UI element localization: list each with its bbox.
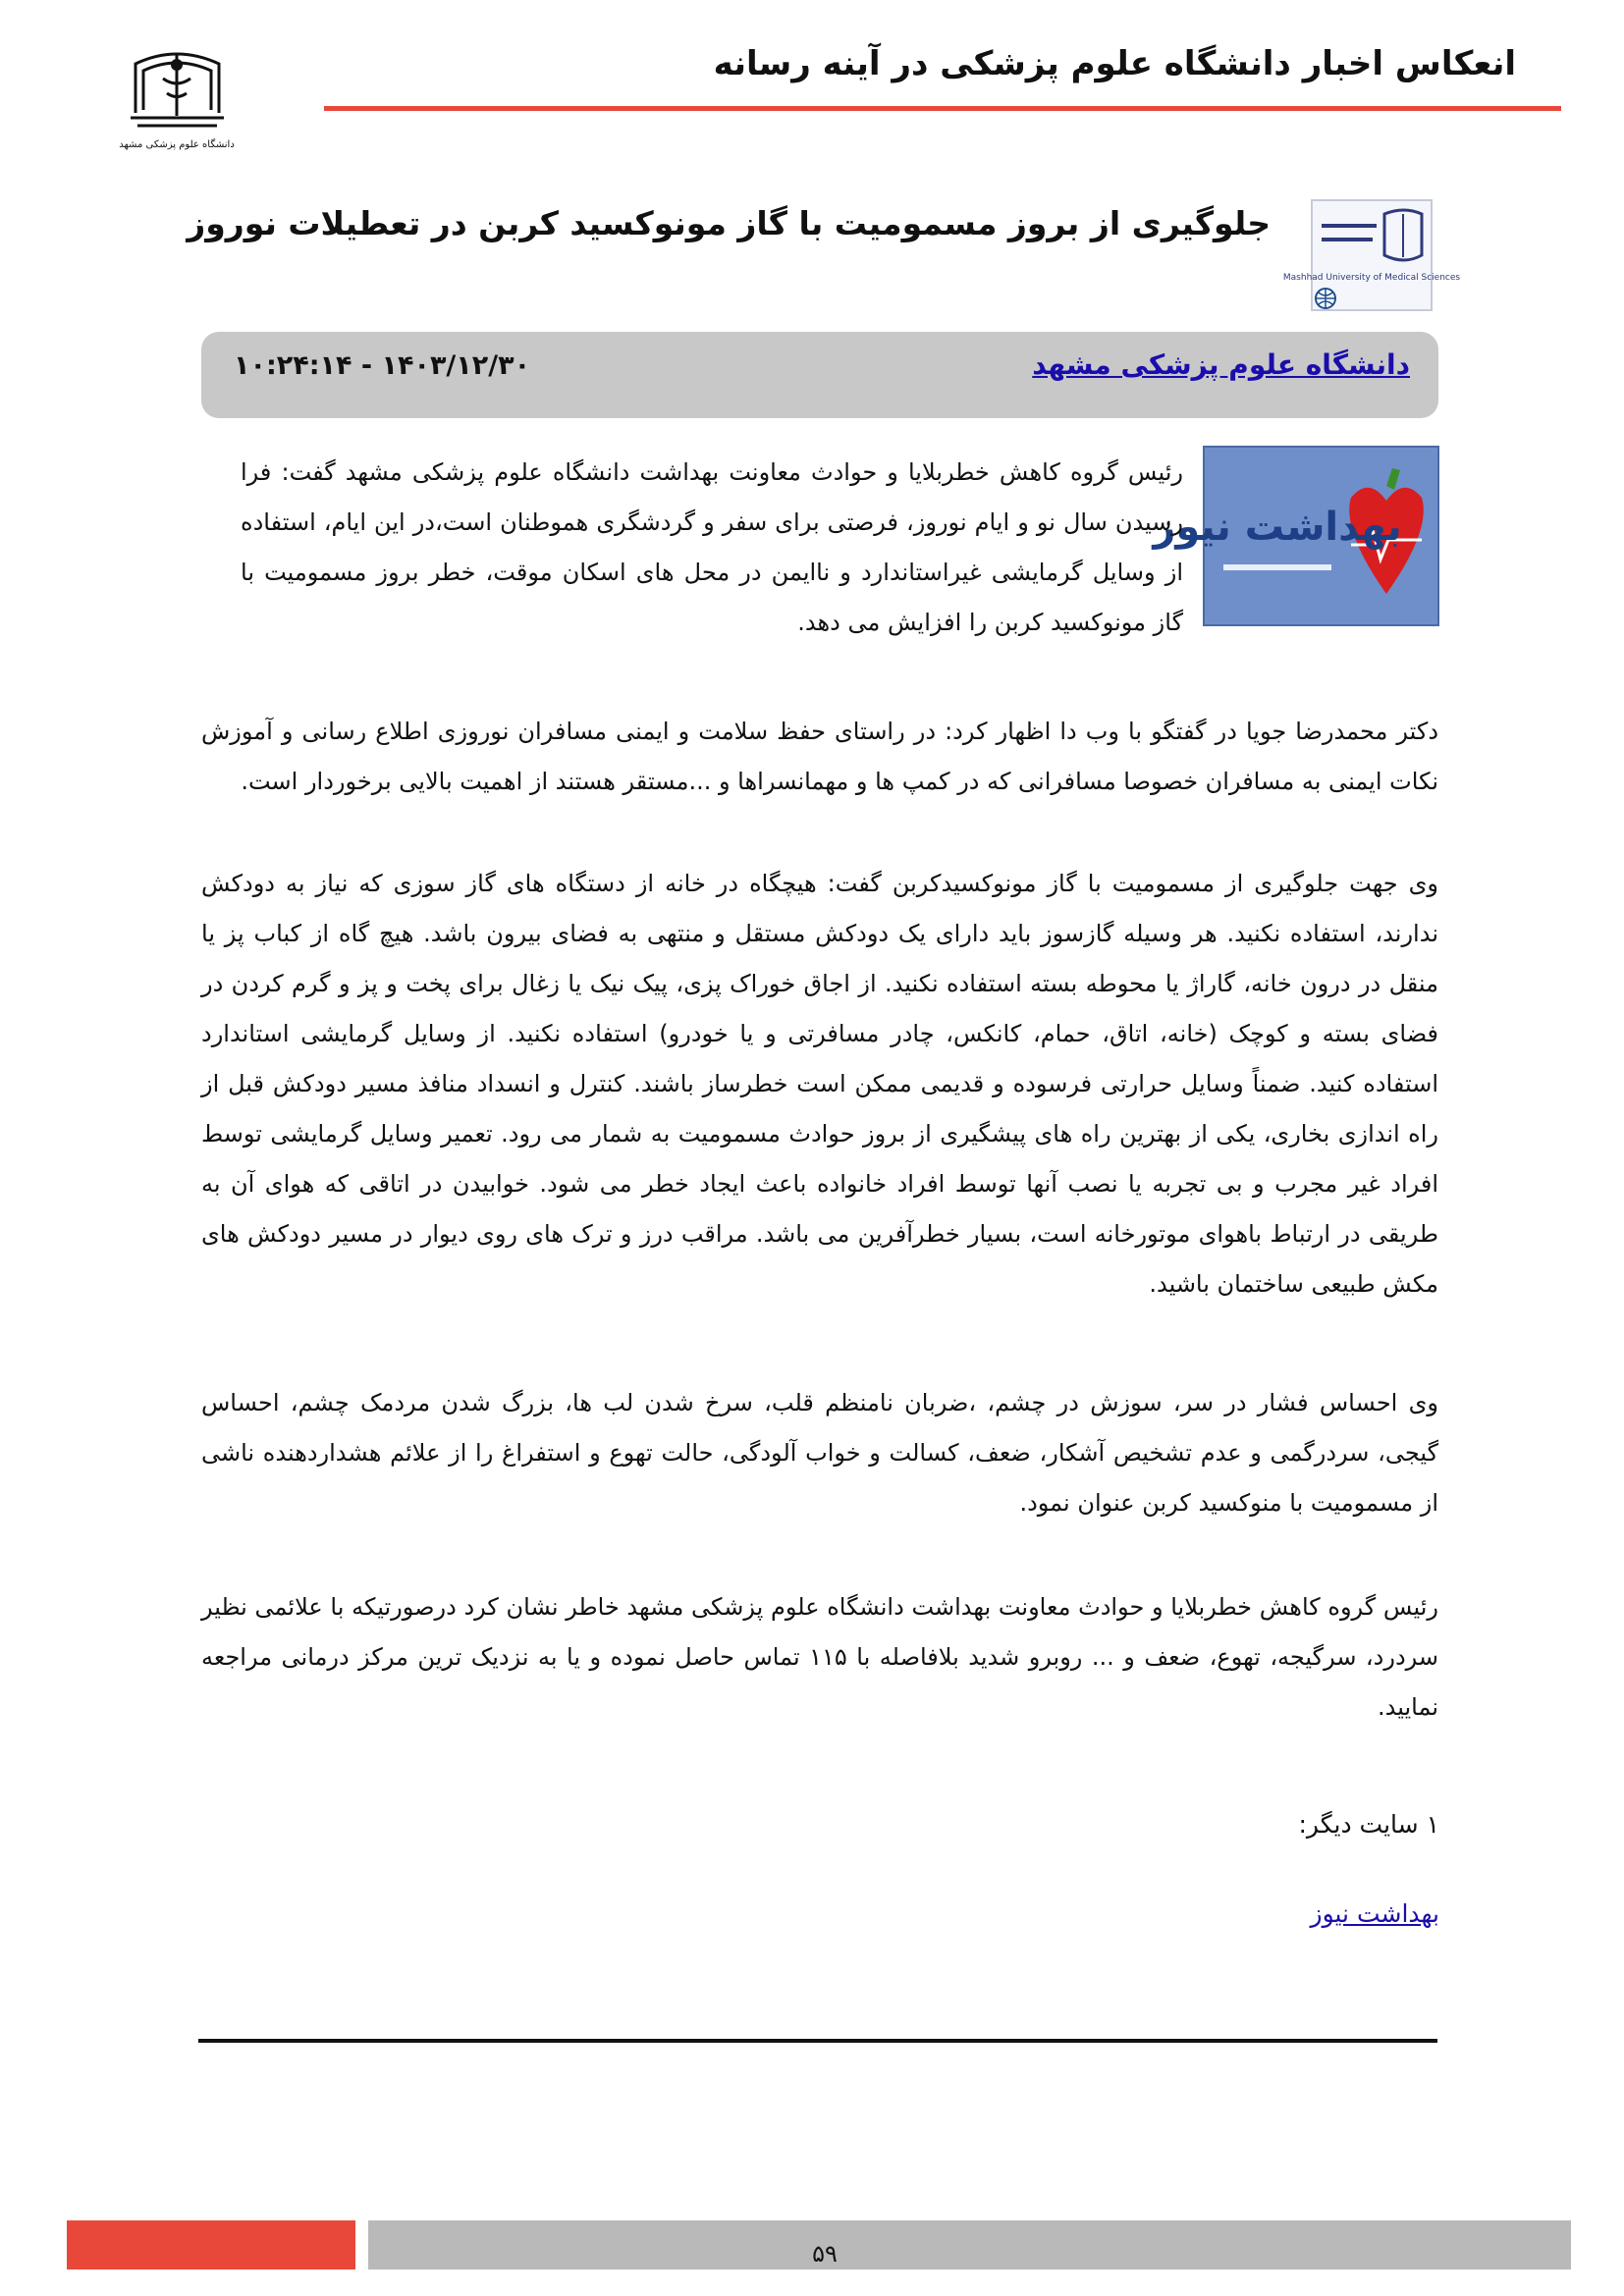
logo-caption: دانشگاه علوم پزشکی مشهد	[119, 139, 235, 150]
source-link[interactable]: دانشگاه علوم پزشکی مشهد	[1032, 348, 1410, 381]
news-image	[1153, 447, 1438, 625]
publish-datetime: ۱۴۰۳/۱۲/۳۰ - ۱۰:۲۴:۱۴	[234, 350, 531, 381]
other-sites-label: ۱ سایت دیگر:	[1298, 1810, 1439, 1839]
footer-accent-bar	[67, 2220, 355, 2269]
other-site-link[interactable]: بهداشت نیوز	[1310, 1899, 1439, 1928]
page-number: ۵۹	[812, 2240, 838, 2268]
footer-bar	[368, 2220, 1571, 2269]
news-image-caption: بهداشت نیوز	[1153, 505, 1402, 550]
article-paragraph-4: وی احساس فشار در سر، سوزش در چشم، ،ضربان نامنظم قلب، سرخ شدن لب ها، بزرگ شدن مردمک چشم، احساس گیجی، سردرگمی و عدم تشخیص آشکار، ضعف، کسالت و خواب آلودگی، حالت تهوع و استفراغ را از علائم هشداردهنده ناشی از مسمومیت با منوکسید کربن عنوان نمود.	[201, 1389, 1438, 1517]
header-divider	[324, 106, 1561, 111]
article-paragraph-1: رئیس گروه کاهش خطربلایا و حوادث معاونت بهداشت دانشگاه علوم پزشکی مشهد گفت: فرا رسیدن سال نو و ایام نوروز، فرصتی برای سفر و گردشگری هموطنان است،در این ایام، استفاده از وسایل گرمایشی غیراستاندارد و ناایمن در محل های اسکان موقت، خطر بروز مسمومیت با گاز مونوکسید کربن را افزایش می دهد.	[241, 458, 1183, 636]
article-paragraph-3: وی جهت جلوگیری از مسمومیت با گاز مونوکسیدکربن گفت: هیچگاه در خانه از دستگاه های گاز سوزی که نیاز به دودکش ندارند، استفاده نکنید. هر وسیله گازسوز باید دارای یک دودکش مستقل و منتهی به فضای بیرون باشد. هیچ گاه از کباب پز یا منقل در درون خانه، گاراژ یا محوطه بسته استفاده نکنید. از اجاق خوراک پزی، پیک نیک یا زغال برای پخت و پز و گرم کردن در فضای بسته و کوچک (خانه، اتاق، حمام، کانکس، چادر مسافرتی و یا خودرو) استفاده نکنید. از وسایل گرمایشی استاندارد استفاده کنید. ضمناً وسایل حرارتی فرسوده و قدیمی ممکن است خطرساز باشند. کنترل و انسداد منافذ مسیر دودکش قبل از راه اندازی بخاری، یکی از بهترین راه های پیشگیری از بروز حوادث مسمومیت به شمار می رود. تعمیر وسایل گرمایشی توسط افراد غیر مجرب و بی تجربه یا نصب آنها توسط افراد خانواده باعث ایجاد خطر می شود. خوابیدن در اتاقی که هوای آن به طریقی در ارتباط باهوای موتورخانه است، بسیار خطرآفرین می باشد. مراقب درز و ترک های روی دیوار در مسیر دودکش های مکش طبیعی ساختمان باشید.	[201, 870, 1438, 1298]
university-logo	[116, 39, 239, 167]
article-paragraph-5: رئیس گروه کاهش خطربلایا و حوادث معاونت بهداشت دانشگاه علوم پزشکی مشهد خاطر نشان کرد درصورتیکه با علائمی نظیر سردرد، سرگیجه، تهوع، ضعف و ... روبرو شدید بلافاصله با ۱۱۵ تماس حاصل نموده و یا به نزدیک ترین مرکز درمانی مراجعه نمایید.	[201, 1593, 1438, 1721]
bottom-divider	[198, 2039, 1437, 2043]
header-title: انعکاس اخبار دانشگاه علوم پزشکی در آینه رسانه	[713, 44, 1516, 83]
source-logo	[1282, 196, 1461, 314]
source-logo-caption: Mashhad University of Medical Sciences	[1282, 273, 1461, 283]
article-title: جلوگیری از بروز مسمومیت با گاز مونوکسید کربن در تعطیلات نوروز	[187, 204, 1271, 242]
article-paragraph-2: دکتر محمدرضا جویا در گفتگو با وب دا اظهار کرد: در راستای حفظ سلامت و ایمنی مسافران نوروزی اطلاع رسانی و آموزش نکات ایمنی به مسافران خصوصا مسافرانی که در کمپ ها و مهمانسراها و ...مستقر هستند از اهمیت بالایی برخوردار است.	[201, 718, 1438, 795]
